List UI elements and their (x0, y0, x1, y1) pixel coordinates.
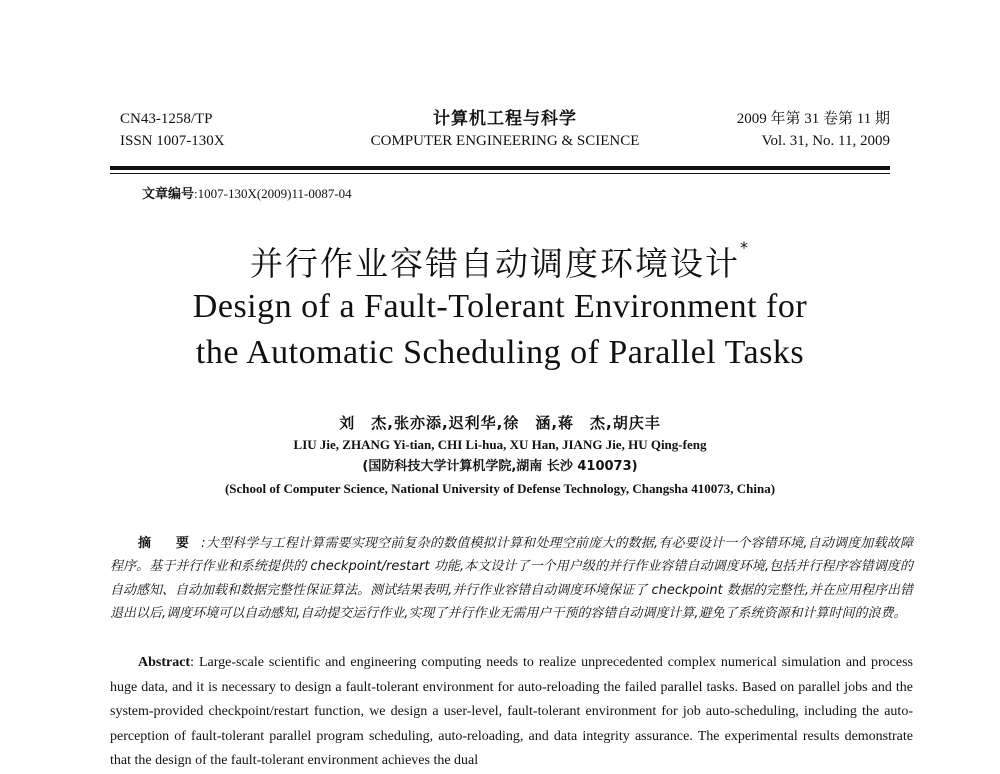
issn-number: ISSN 1007-130X (120, 133, 225, 149)
journal-name-cn: 计算机工程与科学 (433, 109, 577, 128)
article-number-label: 文章编号 (142, 187, 195, 202)
abstract-cn-text: :大型科学与工程计算需要实现空前复杂的数值模拟计算和处理空前庞大的数据,有必要设计一个容错环境,自动调度加载故障程序。基于并行作业和系统提供的 checkpoint/restart 功能,本文设计了一个用户级的并行作业容错自动调度环境,包括并行程序容错调度的自动感知、自动加载和数据完整性保证算法。测试结果表明,并行作业容错自动调度环境保证了 checkpoint 数据的完整性,并在应用程序出错退出以后,调度环境可以自动感知,自动提交运行作业,实现了并行作业无需用户干预的容错自动调度计算,避免了系统资源和计算时间的浪费。 (110, 536, 913, 622)
title-en-line1: Design of a Fault-Tolerant Environment for (192, 288, 808, 325)
title-en (0, 284, 1000, 376)
abstract-en-label: Abstract (138, 655, 191, 670)
article-number-value: :1007-130X(2009)11-0087-04 (194, 186, 352, 201)
issue-en: Vol. 31, No. 11, 2009 (761, 133, 890, 149)
authors-en: LIU Jie, ZHANG Yi-tian, CHI Li-hua, XU Han, JIANG Jie, HU Qing-feng (293, 437, 707, 452)
title-cn-text: 并行作业容错自动调度环境设计 (250, 244, 740, 283)
masthead-rule-thick (110, 166, 890, 170)
author-block (0, 412, 1000, 500)
title-en-line2: the Automatic Scheduling of Parallel Tasks (195, 334, 805, 371)
affiliation-en: (School of Computer Science, National University of Defense Technology, Changsha 410073, China) (224, 481, 776, 496)
issue-cn: 2009 年第 31 卷第 11 期 (736, 111, 890, 127)
cn-number: CN43-1258/TP (120, 111, 213, 127)
masthead-rule-thin (110, 173, 890, 174)
journal-name-en: COMPUTER ENGINEERING & SCIENCE (370, 133, 640, 149)
title-cn (0, 238, 1000, 285)
title-footnote-mark: * (740, 238, 750, 257)
affiliation-cn: (国防科技大学计算机学院,湖南 长沙 410073) (362, 459, 638, 474)
authors-cn: 刘 杰,张亦添,迟利华,徐 涵,蒋 杰,胡庆丰 (339, 414, 661, 432)
journal-masthead (120, 108, 890, 156)
abstract-en-text: : Large-scale scientific and engineering computing needs to realize unprecedented complex numerical simulation and process huge data, and it is necessary to design a fault-tolerant environment for auto-reloading the failed parallel tasks. Based on parallel jobs and the system-provided checkpoint/restart function, we design a user-level, fault-tolerant environment for job auto-scheduling, including the auto-perception of fault-tolerant parallel program scheduling, auto-reloading, and data integrity assurance. The experimental results demonstrate that the design of the fault-tolerant environment achieves the dual (110, 655, 913, 769)
article-number (142, 183, 352, 202)
abstract-en (110, 651, 913, 774)
abstract-cn (110, 532, 913, 626)
abstract-cn-label: 摘 要 (138, 536, 200, 551)
masthead-right (737, 108, 890, 152)
